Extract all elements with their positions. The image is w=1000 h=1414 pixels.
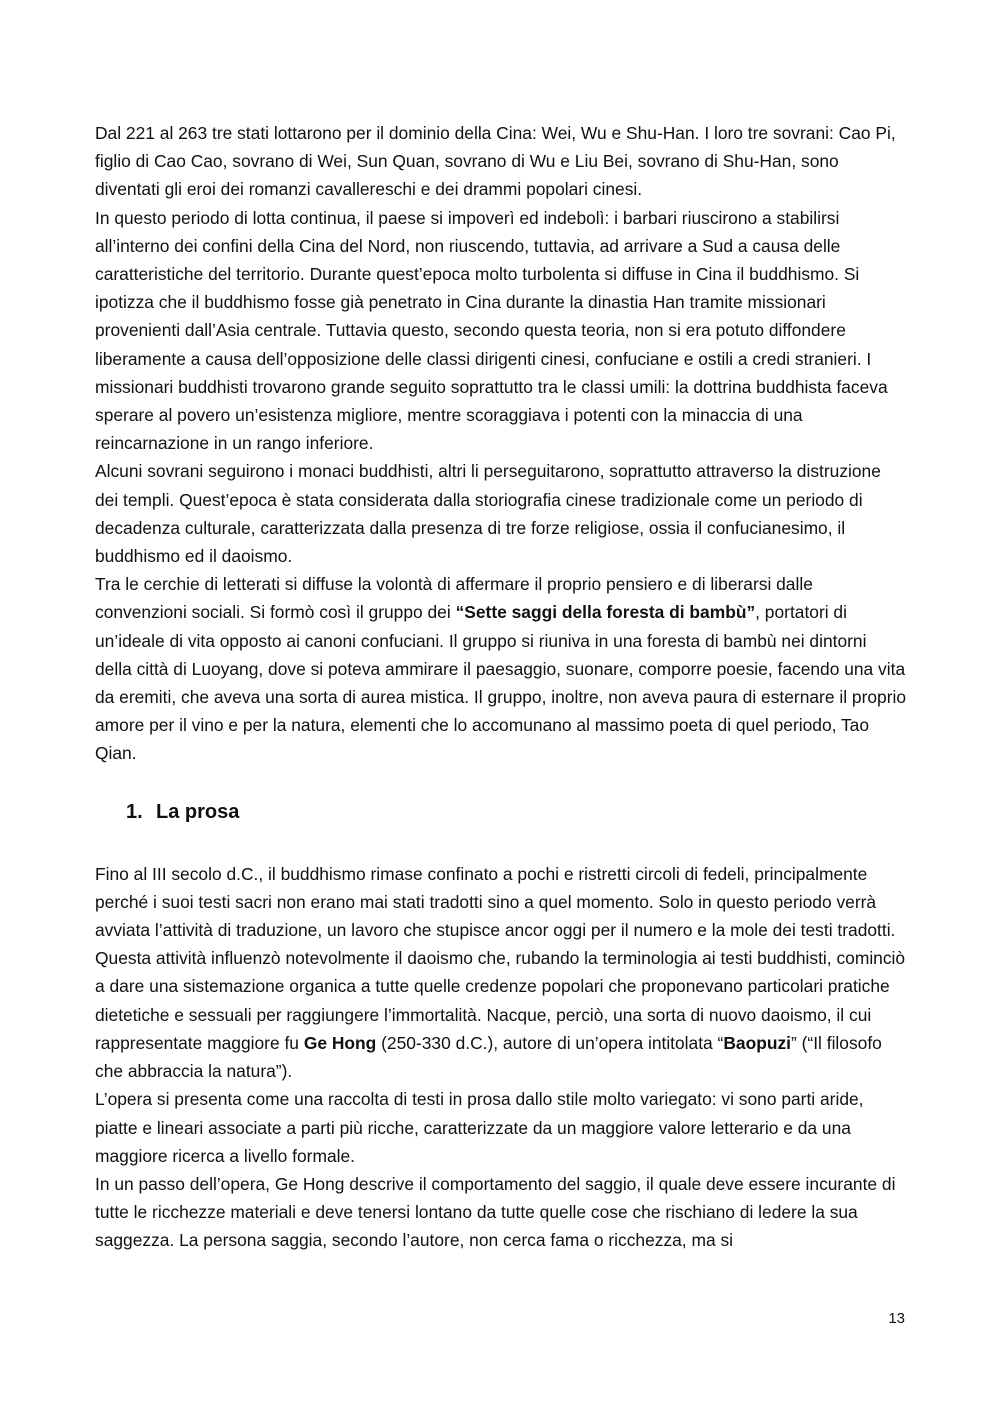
paragraph-sovereigns-monks: Alcuni sovrani seguirono i monaci buddhisti, altri li perseguitarono, soprattutto attraverso la distruzione dei templi. Quest’epoca è stata considerata dalla storiografia cinese tradizionale come un periodo di decadenza culturale, caratterizzata dalla presenza di tre forze religiose, ossia il confucianesimo, il buddhismo ed il daoismo.	[95, 461, 881, 567]
paragraph-sage-behaviour: In un passo dell’opera, Ge Hong descrive il comportamento del saggio, il quale deve essere incurante di tutte le ricchezze materiali e deve tenersi lontano da tutte quelle cose che rischiano di ledere la sua saggezza. La persona saggia, secondo l’autore, non cerca fama o ricchezza, ma si	[95, 1173, 896, 1251]
heading-title: La prosa	[156, 800, 240, 823]
text-run: Tra le cerchie di letterati si diffuse la volontà di affermare il proprio pensiero e di liberarsi dalle convenzioni sociali. Si formò così il gruppo dei	[95, 574, 813, 623]
bold-seven-sages: “Sette saggi della foresta di bambù”	[455, 602, 756, 623]
paragraph-work-style: L’opera si presenta come una raccolta di testi in prosa dallo stile molto variegato: vi sono parti aride, piatte e lineari associate a parti più ricche, caratterizzate da un maggiore valore letterario e da una maggiore ricerca a livello formale.	[95, 1089, 864, 1166]
page-content	[95, 119, 907, 1255]
paragraph-seven-sages	[95, 570, 907, 767]
heading-number: 1.	[126, 800, 143, 823]
bold-ge-hong: Ge Hong	[303, 1032, 377, 1053]
bold-baopuzi: Baopuzi	[723, 1032, 791, 1053]
paragraph-daoism	[95, 944, 907, 1085]
text-run: Questa attività influenzò notevolmente il daoismo che, rubando la terminologia ai testi buddhisti, cominciò a dare una sistemazione organica a tutte quelle credenze popolari che proponevano particolari pratiche dietetiche e sessuali per raggiungere l’immortalità. Nacque, perciò, una sorta di nuovo daoismo, il cui rappresentate maggiore fu	[95, 948, 906, 1053]
paragraph-three-kingdoms: Dal 221 al 263 tre stati lottarono per il dominio della Cina: Wei, Wu e Shu-Han. I loro tre sovrani: Cao Pi, figlio di Cao Cao, sovrano di Wei, Sun Quan, sovrano di Wu e Liu Bei, sovrano di Shu-Han, sono diventati gli eroi dei romanzi cavallereschi e dei drammi popolari cinesi.	[95, 123, 896, 200]
paragraph-buddhism-spread: In questo periodo di lotta continua, il paese si impoverì ed indebolì: i barbari riuscirono a stabilirsi all’interno dei confini della Cina del Nord, non riuscendo, tuttavia, ad arrivare a Sud a causa delle caratteristiche del territorio. Durante quest’epoca molto turbolenta si diffuse in Cina il buddhismo. Si ipotizza che il buddhismo fosse già penetrato in Cina durante la dinastia Han tramite missionari provenienti dall’Asia centrale. Tuttavia questo, secondo questa teoria, non si era potuto diffondere liberamente a causa dell’opposizione delle classi dirigenti cinesi, confuciane e ostili a credi stranieri. I missionari buddhisti trovarono grande seguito soprattutto tra le classi umili: la dottrina buddhista faceva sperare al povero un’esistenza migliore, mentre scoraggiava i potenti con la minaccia di una reincarnazione in un rango inferiore.	[95, 207, 888, 454]
paragraph-translation: Fino al III secolo d.C., il buddhismo rimase confinato a pochi e ristretti circoli di fedeli, principalmente perché i suoi testi sacri non erano mai stati tradotti sino a quel momento. Solo in questo periodo verrà avviata l’attività di traduzione, un lavoro che stupisce ancor oggi per il numero e la mole dei testi tradotti.	[95, 863, 896, 941]
text-run: ” (“Il filosofo che abbraccia la natura”).	[95, 1032, 882, 1082]
page-number: 13	[888, 1310, 905, 1327]
text-run: (250-330 d.C.), autore di un’opera intitolata “	[376, 1032, 724, 1053]
text-run: , portatori di un’ideale di vita opposto ai canoni confuciani. Il gruppo si riuniva in una foresta di bambù nei dintorni della città di Luoyang, dove si poteva ammirare il paesaggio, suonare, comporre poesie, facendo una vita da eremiti, che aveva una sorta di aurea mistica. Il gruppo, inoltre, non aveva paura di esternare il proprio amore per il vino e per la natura, elementi che lo accomunano al massimo poeta di quel periodo, Tao Qian.	[95, 602, 907, 764]
section-heading	[126, 798, 907, 826]
